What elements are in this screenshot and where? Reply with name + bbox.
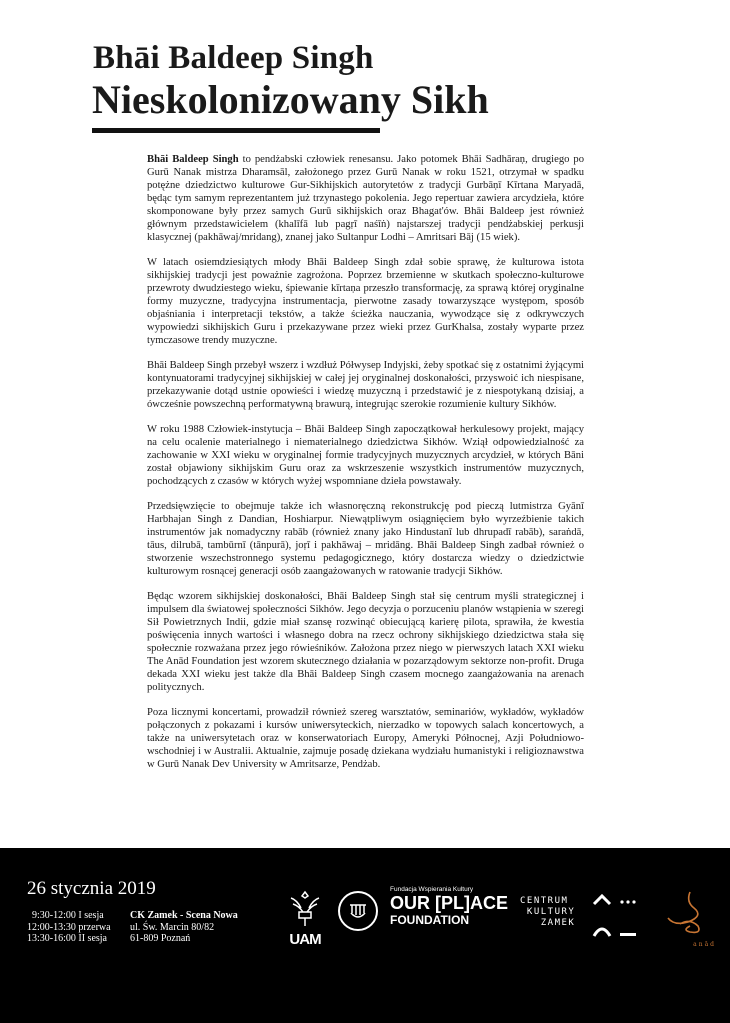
anad-foundation-logo: anād: [660, 888, 720, 948]
paragraph-2: W latach osiemdziesiątych młody Bhāi Baldeep Singh zdał sobie sprawę, że kulturowa istota sikhijskiej tradycji jest poważnie zagrożona. Poprzez brzemienne w skutkach społeczno-kulturowe przewroty dwudziestego wieku, śpiewanie kīrtaṇa przeszło transformację, za sprawą której oryginalne formy muzyczne, tradycyjna instrumentacja, pierwotne zasady towarzyszące występom, sposób objaśniania i interpretacji tekstów, a także ścieżka nauczania, wywodzące się z odkrywczych wypowiedzi sikhijskich Guru i przekazywane przez wieki przez GurKhalsa, zostały wyparte przez tymczasowe trendy muzyczne.: [147, 257, 584, 346]
our-place-foundation-logo: Fundacja Wspierania Kultury OUR [PL]ACE FOUNDATION: [390, 886, 508, 927]
paragraph-4: W roku 1988 Człowiek-instytucja – Bhāi Baldeep Singh zapoczątkował herkulesowy projekt, mający na celu ocalenie materialnego i niematerialnego dziedzictwa Sikhów. Wziął odpowiedzialność za zachowanie w XXI wieku w oryginalnej formie tradycyjnych muzycznych arcydzieł, w których Bāni został objawiony sikhijskim Guru oraz za wskrzeszenie wszystkich instrumentów muzycznych, pochodzących z czasów w których wyżej wspomniane dzieła powstawały.: [147, 424, 584, 487]
paragraph-7: Poza licznymi koncertami, prowadził również szereg warsztatów, seminariów, wykładów, wykładów połączonych z pokazami i kursów uniwersyteckich, nierzadko w topowych salach koncertowych, a także na uniwersytetach oraz w konserwatoriach Europy, Ameryki Północnej, Azji Południowo-wschodniej i w Australii. Aktualnie, zajmuje posadę dziekana wydziału humanistyki i religioznawstwa w Gurū Nanak Dev University w Amritsarze, Pendżab.: [147, 707, 584, 770]
schedule: [27, 910, 111, 945]
harp-circle-logo: [338, 891, 378, 931]
schedule-item: 13:30-16:00 II sesja: [27, 933, 107, 944]
venue-street: ul. Św. Marcin 80/82: [130, 921, 215, 933]
schedule-item: 9:30-12:00 I sesja: [27, 910, 104, 921]
uam-logo: UAM: [285, 888, 325, 948]
schedule-item: 12:00-13:30 przerwa: [27, 921, 111, 933]
title-underline: [92, 128, 380, 133]
harp-icon: [340, 893, 376, 929]
lead-name: Bhāi Baldeep Singh: [147, 154, 239, 165]
paragraph-3: Bhāi Baldeep Singh przebył wszerz i wzdłuż Półwysep Indyjski, żeby spotkać się z ostatnimi żyjącymi kontynuatorami tradycyjnej sikhijskiej w całej jej oryginalnej doskonałości, przyswoić ich niespisane, przekazywanie dotąd ustnie opowieści i wiedzę muzyczną i przedstawić je z niespotykaną dzisiaj, a ówcześnie powszechną performatywną brawurą, integrując szerokie rozumienie kultury Sikhów.: [147, 360, 584, 410]
paragraph-1: Bhāi Baldeep Singh to pendżabski człowiek renesansu. Jako potomek Bhāi Sadhāraṇ, drugiego po Gurū Nanak mistrza Dharamsāl, założonego przez Gurū Nanak w roku 1521, otrzymał w spadku potężne dziedzictwo kulturowe Gur-Sikhijskich autorytetów z tradycji Gurbāṇī Kīrtana Maryadā, będąc tym samym reprezentantem już trzynastego pokolenia. Jego repertuar zawiera arcydzieła, które skomponowane były przez samych Gurū sikhijskich oraz Bhagat'ów. Bhāi Baldeep jest również głównym przedstawicielem (khalīfā lub pagṛī naśīṅ) najstarszej tradycji pendżabskiej perkusji klasycznej (pakhāwaj/mridang), znanej jako Sultanpur Lodhi – Amritsari Bāj (15 wiek).: [147, 154, 585, 243]
venue-city: 61-809 Poznań: [130, 933, 191, 944]
anad-calligraphy-icon: [660, 888, 716, 940]
ck-zamek-symbols-icon: [592, 890, 640, 940]
ck-zamek-logo: CENTRUM KULTURY ZAMEK: [520, 896, 576, 928]
venue: [130, 910, 238, 945]
venue-name: CK Zamek - Scena Nowa: [130, 910, 238, 921]
page-subtitle: Nieskolonizowany Sikh: [92, 77, 489, 122]
paragraph-5: Przedsięwzięcie to obejmuje także ich własnoręczną rekonstrukcję pod pieczą lutmistrza Gyānī Harbhajan Singh z Dandian, Hoshiarpur. Niewątpliwym osiągnięciem było wyrzeźbienie takich instrumentów jak nomadyczny rabāb (również znany jako Hindustanī lub dhrupadī rabāb), saraṅdā, tāus, dilrubā, tambūrnī (tānpurā), joṛī i pakhāwaj – mridāng. Bhāi Baldeep Singh zadbał również o stworzenie wszechstronnego systemu pedagogicznego, który dostarcza wiedzy o dziedzictwie kulturowym rosnącej generacji osób zaangażowanych w ratowanie tradycji Sikhów.: [147, 501, 584, 577]
event-date: 26 stycznia 2019: [27, 878, 156, 899]
eagle-icon: [285, 888, 325, 928]
article-body: [147, 153, 584, 771]
paragraph-6: Będąc wzorem sikhijskiej doskonałości, Bhāi Baldeep Singh stał się centrum myśli strategicznej i impulsem dla światowej społeczności Sikhów. Jego decyzja o porzuceniu planów wstąpienia w szeregi Sił Powietrznych Indii, gdzie miał szansę rozwinąć obiecującą karierę pilota, sprawiła, że kwestia poświęcenia innych wartości i własnego dobra na rzecz ochrony sikhijskiego dziedzictwa stała się społecznie rozważana przez jego rówieśników. Założona przez niego w pierwszych latach XXI wieku The Anād Foundation jest wzorem skutecznego działania w pozarządowym sektorze non-profit. Druga dekada XXI wieku jest także dla Bhāi Baldeep Singh czasem mocnego zaangażowania na arenach politycznych.: [147, 591, 584, 693]
page-title: Bhāi Baldeep Singh: [93, 40, 374, 76]
footer: [0, 848, 730, 1023]
